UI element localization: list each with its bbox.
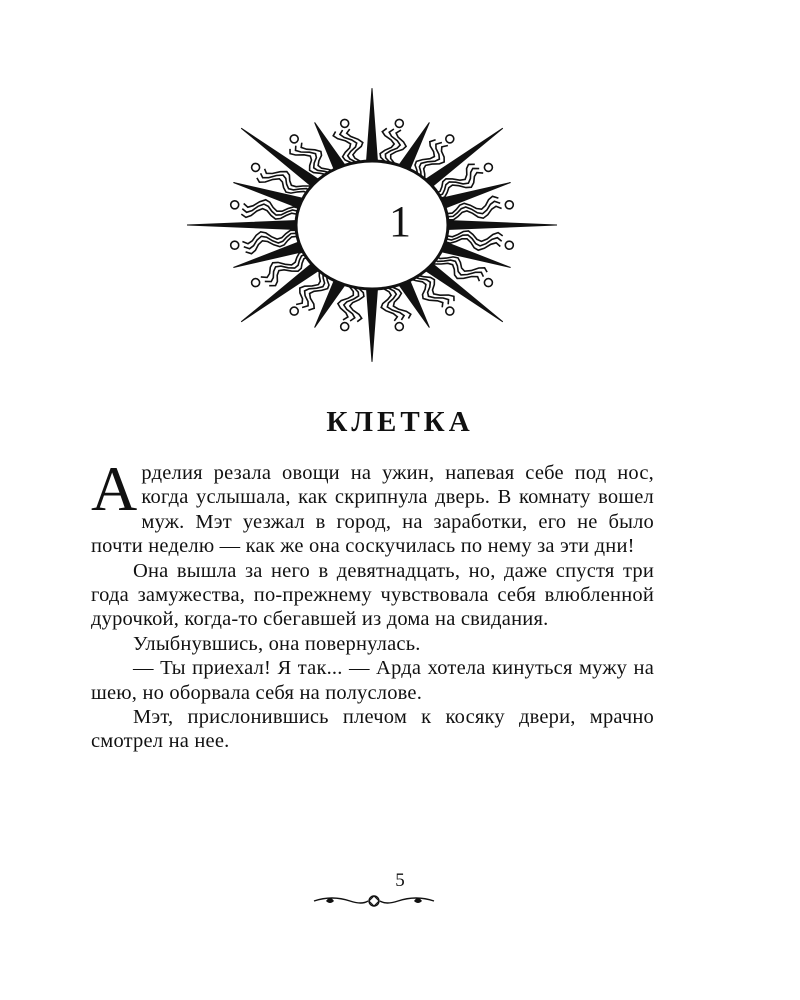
sun-curl	[252, 163, 260, 171]
paragraph: Мэт, прислонившись плечом к косяку двери, мрачно смотрел на нее.	[91, 706, 654, 753]
sun-curl	[290, 307, 298, 315]
chapter-title: КЛЕТКА	[326, 406, 474, 438]
page-number: 5	[395, 870, 405, 891]
sun-curl	[252, 279, 260, 287]
footer-flourish-icon	[312, 891, 436, 911]
sun-curl	[290, 135, 298, 143]
sun-curl	[446, 135, 454, 143]
sun-curl	[341, 323, 349, 331]
paragraph: — Ты приехал! Я так... — Арда хотела кинуться мужу на шею, но оборвала себя на полуслове.	[91, 657, 654, 704]
chapter-body	[91, 453, 654, 754]
chapter-number: 1	[389, 197, 411, 246]
paragraph: Она вышла за него в девятнадцать, но, даже спустя три года замужества, по-прежнему чувствовала себя влюбленной дурочкой, когда-то сбегавшей из дома на свидания.	[91, 559, 654, 631]
sun-curl	[341, 119, 349, 127]
sun-curl	[395, 119, 403, 127]
paragraph: Улыбнувшись, она повернулась.	[133, 632, 421, 655]
sun-curl	[484, 279, 492, 287]
sun-curl	[395, 323, 403, 331]
sun-curl	[446, 307, 454, 315]
sun-curl	[484, 163, 492, 171]
paragraph	[91, 453, 654, 559]
drop-cap: А	[91, 453, 138, 524]
paragraph-text: рделия резала овощи на ужин, напевая себе под нос, когда услышала, как скрипнула дверь. В комнату вошел муж. Мэт уезжал в город, на заработки, его не было почти неделю — как же она соскучилась по нему за эти дни!	[91, 462, 654, 558]
